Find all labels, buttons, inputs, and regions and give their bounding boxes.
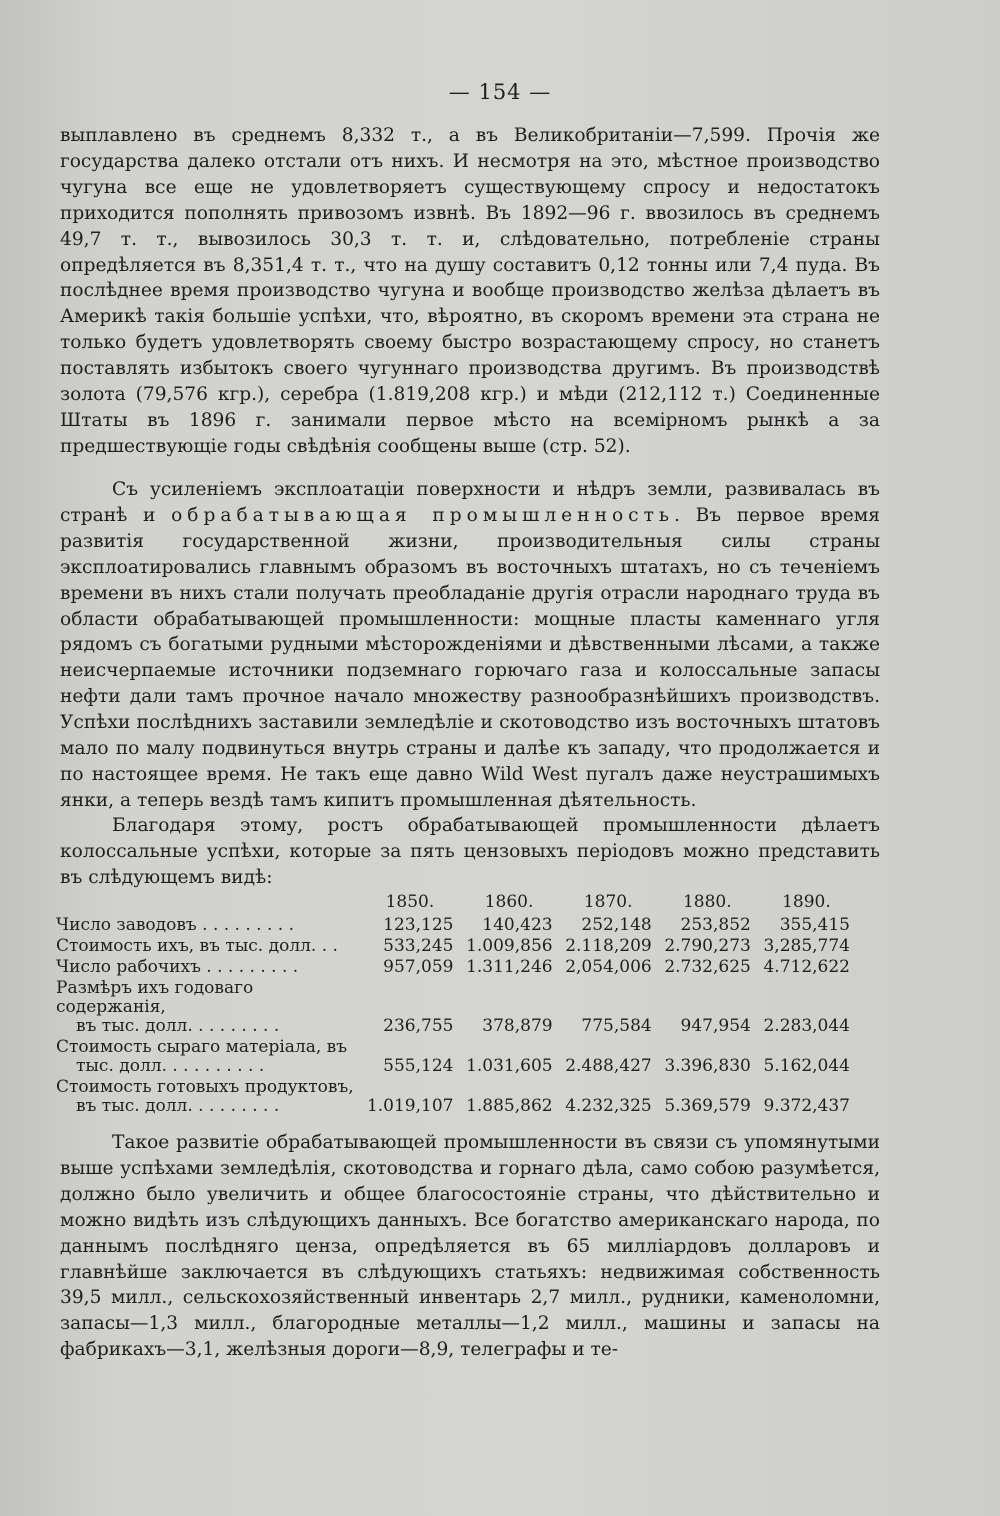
table-cell: 3,285,774 <box>763 936 850 956</box>
table-cell: 9.372,437 <box>763 1096 850 1116</box>
paragraph-4 <box>60 1130 880 1363</box>
paragraph-1-text: выплавлено въ среднемъ 8,332 т., а въ Великобританіи—7,599. Прочія же государства далеко отстали отъ нихъ. И несмотря на это, мѣстное производство чугуна все еще не удовлетворяетъ существующему спросу и недостатокъ приходится пополнять привозомъ извнѣ. Въ 1892—96 г. ввозилось въ среднемъ 49,7 т. т., вывозилось 30,3 т. т. и, слѣдовательно, потребленіе страны опредѣляется въ 8,351,4 т. т., что на душу составитъ 0,12 тонны или 7,4 пуда. Въ послѣднее время производство чугуна и вообще производство желѣза дѣлаетъ въ Америкѣ такія большіе успѣхи, что, вѣроятно, въ скоромъ времени эта страна не только будетъ удовлетворять своему быстро возрастающему спросу, но станетъ поставлять избытокъ своего чугуннаго производства другимъ. Въ производствѣ золота (79,576 кгр.), серебра (1.819,208 кгр.) и мѣди (212,112 т.) Соединенные Штаты въ 1896 г. занимали первое мѣсто на всемірномъ рынкѣ а за предшествующіе годы свѣдѣнія сообщены выше (стр. 52). <box>60 125 880 457</box>
table-row <box>56 1078 856 1118</box>
table-cell: 957,059 <box>383 957 454 977</box>
paragraph-2 <box>60 477 880 814</box>
table-cell: 123,125 <box>383 915 454 935</box>
row-label: Число заводовъ . . . . . . . . . <box>56 915 294 935</box>
row-label-continuation: въ тыс. долл. . . . . . . . . <box>76 1096 280 1116</box>
table-cell: 2.732,625 <box>664 957 751 977</box>
row-label: Стоимость сыраго матеріала, въ <box>56 1037 348 1057</box>
industry-statistics-table <box>56 893 856 1118</box>
table-cell: 2.118,209 <box>565 936 652 956</box>
page-number: — 154 — <box>448 80 552 104</box>
table-cell: 2.488,427 <box>565 1056 652 1076</box>
table-cell: 355,415 <box>779 915 850 935</box>
row-label: Стоимость ихъ, въ тыс. долл. . . <box>56 936 338 956</box>
table-cell: 140,423 <box>482 915 553 935</box>
table-cell: 1.019,107 <box>366 1096 454 1116</box>
table-cell: 947,954 <box>680 1016 751 1036</box>
table-cell: 1.031,605 <box>466 1056 553 1076</box>
table-cell: 3.396,830 <box>664 1056 751 1076</box>
table-cell: 775,584 <box>581 1016 652 1036</box>
paragraph-2-start: Съ усиленіемъ эксплоатаціи поверхности и нѣдръ земли, развивалась въ странѣ и <box>60 479 880 526</box>
table-cell: 4.232,325 <box>565 1096 652 1116</box>
year-header: 1850. <box>385 892 435 912</box>
paragraph-4-text: Такое развитіе обрабатывающей промышленности въ связи съ упомянутыми выше успѣхами земледѣлія, скотоводства и горнаго дѣла, само собою разумѣется, должно было увеличить и общее благосостояніе страны, что дѣйствительно и можно видѣть изъ слѣдующихъ данныхъ. Все богатство американскаго народа, по даннымъ послѣдняго ценза, опредѣляется въ 65 милліардовъ долларовъ и главнѣйше заключается въ слѣдующихъ статьяхъ: недвижимая собственность 39,5 милл., сельскохозяйственный инвентарь 2,7 милл., рудники, каменоломни, запасы—1,3 милл., благородные металлы—1,2 милл., машины и запасы на фабрикахъ—3,1, желѣзныя дороги—8,9, телеграфы и те- <box>60 1132 880 1361</box>
table-row <box>56 958 856 979</box>
table-cell: 4.712,622 <box>763 957 850 977</box>
table-row <box>56 979 856 1038</box>
table-cell: 253,852 <box>680 915 751 935</box>
year-header: 1870. <box>583 892 633 912</box>
table-cell: 1.009,856 <box>466 936 553 956</box>
table-header-row <box>56 893 856 916</box>
paragraph-3-text: Благодаря этому, ростъ обрабатывающей промышленности дѣлаетъ колоссальные успѣхи, которые за пять цензовыхъ періодовъ можно представить въ слѣдующемъ видѣ: <box>60 815 880 888</box>
table-row <box>56 1038 856 1078</box>
table-cell: 1.885,862 <box>466 1096 553 1116</box>
table-cell: 378,879 <box>482 1016 553 1036</box>
table-cell: 555,124 <box>383 1056 454 1076</box>
row-label: Число рабочихъ . . . . . . . . . <box>56 957 299 977</box>
table-cell: 1.311,246 <box>466 957 553 977</box>
row-label: Стоимость готовыхъ продуктовъ, <box>56 1077 354 1097</box>
row-label-continuation: въ тыс. долл. . . . . . . . . <box>76 1016 280 1036</box>
paragraph-1 <box>60 123 880 460</box>
paragraph-2-end: . Въ первое время развитія государственной жизни, производительныя силы страны эксплоатировались главнымъ образомъ въ восточныхъ штатахъ, но съ теченіемъ времени въ нихъ стали получать преобладаніе другія отрасли народнаго труда въ области обрабатывающей промышленности: мощные пласты каменнаго угля рядомъ съ богатыми рудными мѣсторожденіями и дѣвственными лѣсами, а также неисчерпаемые источники подземнаго горючаго газа и колоссальные запасы нефти дали тамъ прочное начало множеству разнообразнѣйшихъ производствъ. Успѣхи послѣднихъ заставили земледѣліе и скотоводство изъ восточныхъ штатовъ мало по малу подвинуться внутрь страны и далѣе къ западу, что продолжается и по настоящее время. Не такъ еще давно Wild West пугалъ даже неустрашимыхъ янки, а теперь вездѣ тамъ кипитъ промышленная дѣятельность. <box>60 504 880 811</box>
paragraph-2-emphasis: обрабатывающая промышленность <box>171 504 674 526</box>
paragraph-3 <box>60 813 880 891</box>
table-cell: 5.369,579 <box>664 1096 751 1116</box>
row-label-continuation: тыс. долл. . . . . . . . . . <box>76 1056 265 1076</box>
year-header: 1890. <box>782 892 831 912</box>
table-cell: 2.283,044 <box>763 1016 850 1036</box>
table-row <box>56 916 856 937</box>
year-header: 1860. <box>484 892 534 912</box>
table-row <box>56 937 856 958</box>
table-cell: 533,245 <box>383 936 454 956</box>
table-cell: 2.790,273 <box>664 936 751 956</box>
table-cell: 252,148 <box>581 915 652 935</box>
row-label: Размѣръ ихъ годоваго содержанія, <box>56 978 254 1017</box>
table-cell: 2,054,006 <box>565 957 652 977</box>
table-cell: 5.162,044 <box>763 1056 850 1076</box>
year-header: 1880. <box>682 892 732 912</box>
table-cell: 236,755 <box>383 1016 454 1036</box>
